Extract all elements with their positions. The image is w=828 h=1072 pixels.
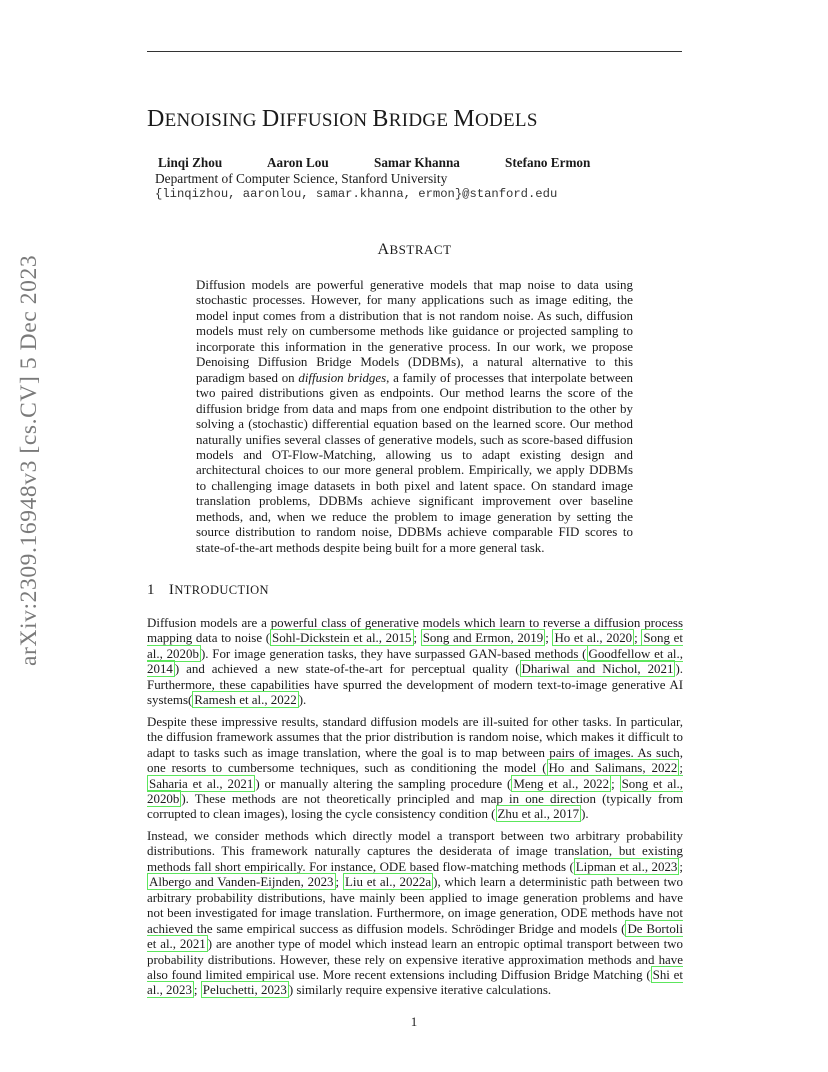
citation-link[interactable]: Liu et al., 2022a (344, 874, 432, 890)
citation-link[interactable]: Ho et al., 2020 (554, 630, 633, 646)
paragraph-text: ). (298, 692, 307, 708)
section-heading-cap: I (168, 582, 175, 598)
citation-link[interactable]: Saharia et al., 2021 (149, 775, 254, 791)
paragraph-text: ; (611, 775, 620, 791)
paper-title (147, 106, 682, 133)
title-cap: D (147, 106, 165, 132)
paragraph-text: ) or manually altering the sampling procedure ( (255, 775, 512, 791)
author-emails: {linqizhou, aaronlou, samar.khanna, ermon}@stanford.edu (155, 187, 558, 201)
paragraph-text: ; (545, 630, 553, 646)
paragraph-text: Diffusion models are a powerful class of generative models which learn to reverse a diffusion process mapping data to noise ( (147, 615, 683, 646)
affiliation: Department of Computer Science, Stanford University (155, 171, 448, 186)
citation-link[interactable]: Albergo and Vanden-Eijnden, 2023 (149, 874, 334, 890)
citation-link[interactable]: Sohl-Dickstein et al., 2015 (272, 630, 412, 646)
citation-link[interactable]: Meng et al., 2022 (513, 775, 610, 791)
author-name: Aaron Lou (267, 155, 329, 170)
paragraph-text: ). For image generation tasks, they have surpassed GAN-based methods ( (200, 645, 587, 661)
citation-link[interactable]: Shi et al., 2023 (147, 966, 683, 998)
citation-link[interactable]: Peluchetti, 2023 (202, 982, 287, 998)
title-rest: RIDGE (388, 110, 454, 131)
paragraph-text: ; (193, 982, 201, 998)
citation-link[interactable]: Ho and Salimans, 2022 (548, 760, 678, 776)
paragraph (147, 828, 683, 998)
citation-link[interactable]: De Bortoli et al., 2021 (147, 920, 683, 952)
paragraph (147, 615, 683, 708)
section-number: 1 (147, 582, 155, 598)
paragraph-text: ). These methods are not theoretically principled and map in one direction (typically from corrupted to clean images), losing the cycle consistency condition ( (147, 790, 683, 822)
abstract-segment: , a family of processes that interpolate between two paired distributions given as endpoints. Our method learns the score of the diffusion bridge from data and maps from one endpoint distribution to the other by solving a (stochastic) differential equation based on the learned score. Our method naturally unifies several classes of generative models, such as score-based diffusion models and OT-Flow-Matching, allowing us to adapt existing design and architectural choices to our more general problem. Empirically, we apply DDBMs to challenging image datasets in both pixel and latent space. On standard image translation problems, DDBMs achieve significant improvement over baseline methods, and, when we reduce the problem to image generation by setting the source distribution to random noise, DDBMs achieve comparable FID scores to state-of-the-art methods despite being built for a more general task. (196, 369, 633, 555)
abstract-segment: Diffusion models are powerful generative models that map noise to data using stochastic processes. However, for many applications such as image editing, the model input comes from a distribution that is not random noise. As such, diffusion models must rely on cumbersome methods like guidance or projected sampling to incorporate this information in the generative process. In our work, we propose Denoising Diffusion Bridge Models (DDBMs), a natural alternative to this paradigm based on (196, 277, 633, 385)
citation-link[interactable]: Zhu et al., 2017 (497, 806, 580, 822)
citation-link[interactable]: Song et al., 2020b (147, 775, 684, 806)
paragraph-text: ). Furthermore, these capabilities have spurred the development of modern text-to-image generative AI systems( (147, 661, 683, 708)
citation-link[interactable]: Ramesh et al., 2022 (194, 692, 297, 708)
paragraph-text: ; (679, 858, 683, 874)
paragraph-text: ; (634, 630, 642, 646)
section-heading (147, 582, 269, 599)
paragraph-text: ), which learn a deterministic path between two arbitrary probability distributions, have mainly been applied to image generation problems and have not been investigated for image translation. Furthermore, on image generation, ODE methods have not achieved the same empirical success as diffusion models. Schrödinger Bridge and models ( (147, 874, 683, 936)
top-rule (147, 51, 682, 52)
page-number: 1 (410, 1014, 418, 1029)
abstract-heading-cap: A (377, 241, 390, 258)
paragraph-text: ) are another type of model which instead learn an entropic optimal transport between two probability distributions. However, these rely on expensive iterative approximation methods and have also found limited empirical use. More recent extensions including Diffusion Bridge Matching ( (147, 936, 683, 982)
title-rest: ODELS (474, 110, 538, 131)
citation-link[interactable]: Song and Ermon, 2019 (422, 630, 544, 646)
arxiv-stamp: arXiv:2309.16948v3 [cs.CV] 5 Dec 2023 (16, 254, 42, 666)
paragraph-text: ) similarly require expensive iterative calculations. (288, 982, 552, 998)
abstract-heading (147, 241, 682, 259)
title-cap: D (261, 106, 280, 132)
abstract-heading-rest: BSTRACT (389, 242, 452, 257)
paragraph-text: ; (679, 760, 683, 776)
introduction-body (147, 615, 683, 1004)
title-rest: ENOISING (164, 110, 262, 131)
title-rest: IFFUSION (279, 110, 373, 131)
paragraph (147, 714, 683, 822)
abstract-text (196, 277, 633, 555)
paragraph-text: ). (581, 806, 589, 822)
author-name: Linqi Zhou (158, 155, 223, 170)
citation-link[interactable]: Dhariwal and Nichol, 2021 (521, 661, 674, 677)
citation-link[interactable]: Goodfellow et al., 2014 (147, 645, 683, 677)
paragraph-text: Instead, we consider methods which directly model a transport between two arbitrary probability distributions. This framework naturally captures the desiderata of image translation, but existing methods fall short empirically. For instance, ODE based flow-matching methods ( (147, 827, 683, 874)
citation-link[interactable]: Lipman et al., 2023 (575, 858, 678, 874)
section-heading-rest: NTRODUCTION (174, 583, 269, 597)
citation-link[interactable]: Song et al., 2020b (147, 630, 683, 661)
title-cap: M (453, 106, 475, 132)
author-name: Stefano Ermon (505, 155, 591, 170)
author-name: Samar Khanna (374, 155, 460, 170)
paragraph-text: ; (335, 874, 343, 890)
paragraph-text: ) and achieved a new state-of-the-art for perceptual quality ( (174, 661, 520, 677)
abstract-emphasis: diffusion bridges (298, 369, 387, 385)
paragraph-text: Despite these impressive results, standard diffusion models are ill-suited for other tasks. In particular, the diffusion framework assumes that the prior distribution is random noise, which makes it difficult to adapt to tasks such as image translation, where the goal is to map between pairs of images. As such, one resorts to cumbersome techniques, such as conditioning the model ( (147, 713, 683, 776)
title-cap: B (372, 106, 389, 132)
paragraph-text: ; (413, 630, 421, 646)
